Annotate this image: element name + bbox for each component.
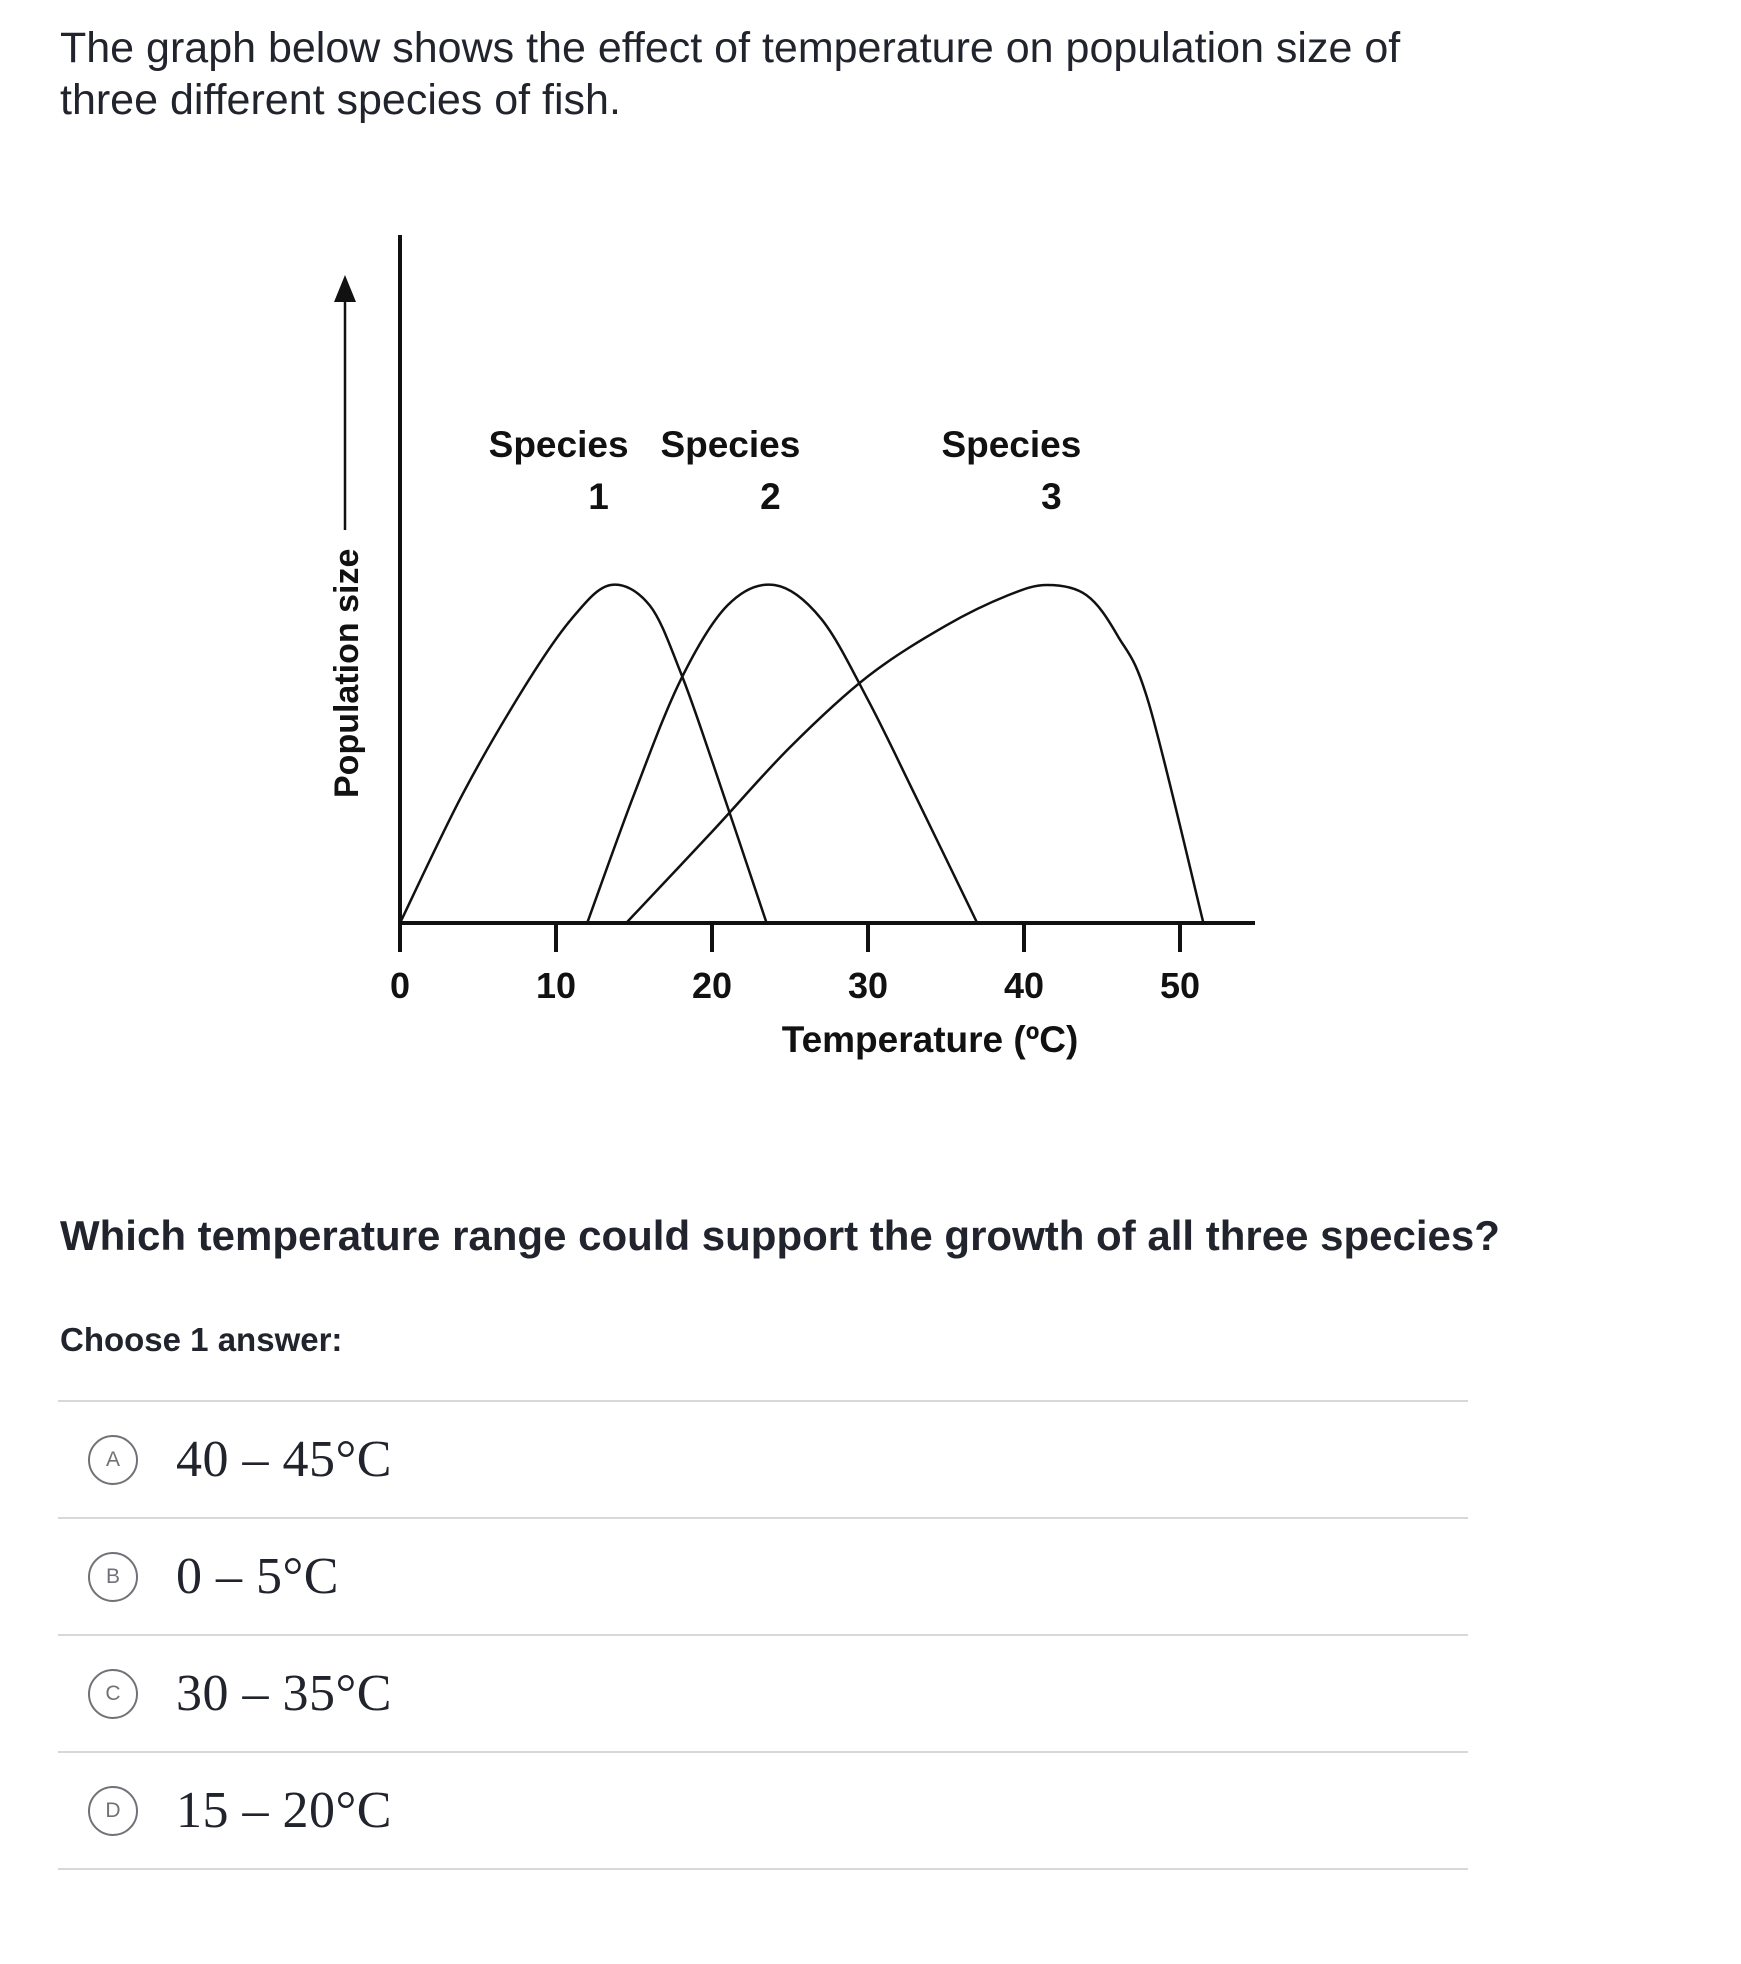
choice-letter-badge: C bbox=[88, 1669, 138, 1719]
choice-letter-badge: B bbox=[88, 1552, 138, 1602]
choice-text: 40 – 45°C bbox=[176, 1431, 392, 1488]
choice-c[interactable] bbox=[58, 1636, 1468, 1753]
species-1-label: Species bbox=[488, 424, 629, 465]
choice-d[interactable] bbox=[58, 1753, 1468, 1870]
question-intro: The graph below shows the effect of temperature on population size of three different species of fish. bbox=[60, 24, 1401, 124]
choice-b[interactable] bbox=[58, 1519, 1468, 1636]
question-text: Which temperature range could support the growth of all three species? bbox=[60, 1212, 1500, 1259]
x-tick-label: 10 bbox=[535, 965, 577, 1006]
x-tick-label: 40 bbox=[1003, 965, 1045, 1006]
choice-letter-badge: D bbox=[88, 1786, 138, 1836]
species-2-label: 2 bbox=[760, 476, 781, 517]
species-3-curve bbox=[626, 585, 1203, 923]
choice-text: 15 – 20°C bbox=[176, 1782, 392, 1839]
x-tick-label: 20 bbox=[691, 965, 733, 1006]
y-axis-label: Population size bbox=[328, 548, 366, 798]
population-temperature-graph bbox=[290, 220, 1290, 1100]
species-1-label: 1 bbox=[588, 476, 609, 517]
species-3-label: 3 bbox=[1041, 476, 1062, 517]
y-axis-label-arrowhead bbox=[334, 275, 356, 302]
choice-text: 0 – 5°C bbox=[176, 1548, 339, 1605]
species-1-curve bbox=[400, 585, 767, 923]
choose-answer-label: Choose 1 answer: bbox=[60, 1321, 343, 1358]
answer-choices bbox=[58, 1400, 1468, 1870]
graph-svg bbox=[290, 220, 1290, 1100]
species-3-label: Species bbox=[941, 424, 1082, 465]
x-tick-label: 0 bbox=[389, 965, 411, 1006]
species-2-label: Species bbox=[660, 424, 801, 465]
choice-letter-badge: A bbox=[88, 1435, 138, 1485]
x-tick-label: 30 bbox=[847, 965, 889, 1006]
x-tick-label: 50 bbox=[1159, 965, 1201, 1006]
choice-text: 30 – 35°C bbox=[176, 1665, 392, 1722]
choice-a[interactable] bbox=[58, 1402, 1468, 1519]
x-axis-label: Temperature (ºC) bbox=[781, 1019, 1079, 1060]
